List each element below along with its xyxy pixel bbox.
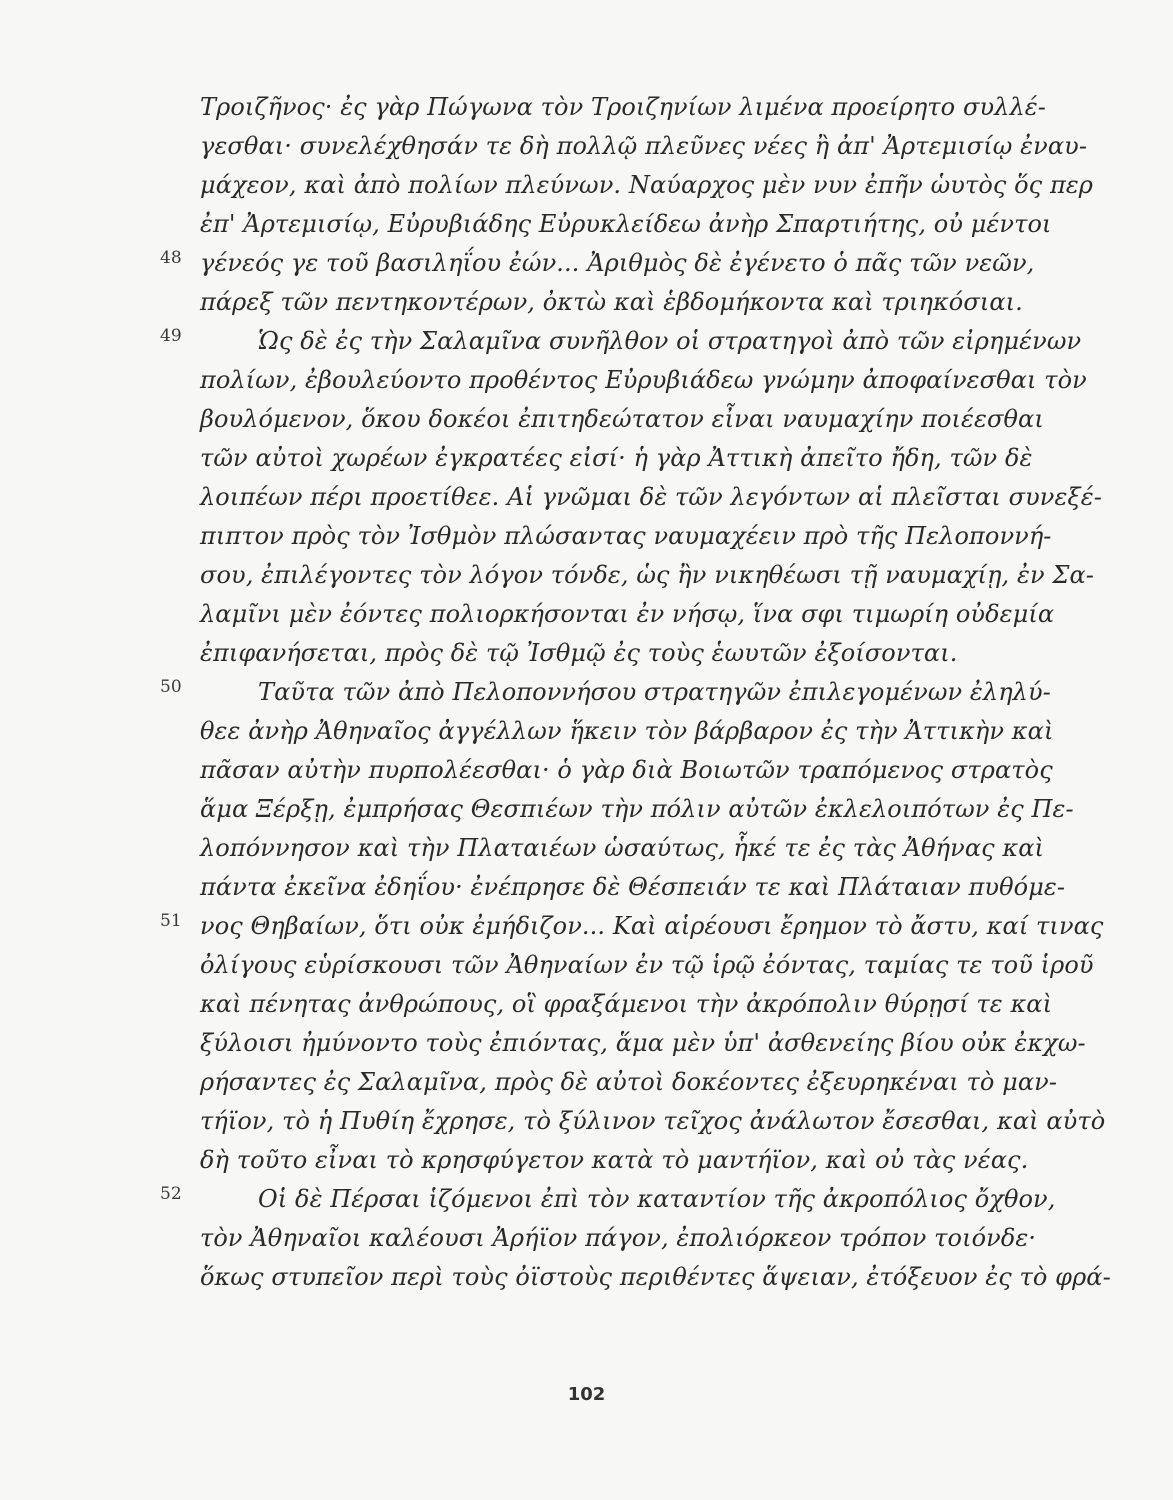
- text-line: Οἱ δὲ Πέρσαι ἱζόμενοι ἐπὶ τὸν καταντίον τῆς ἀκροπόλιος ὄχθον,: [258, 1185, 1056, 1213]
- text-line: πολίων, ἐβουλεύοντο προθέντος Εὐρυβιάδεω γνώμην ἀποφαίνεσθαι τὸν: [200, 366, 1087, 394]
- text-line: τήϊον, τὸ ἡ Πυθίη ἔχρησε, τὸ ξύλινον τεῖχος ἀνάλωτον ἔσεσθαι, καὶ αὐτὸ: [200, 1107, 1106, 1135]
- text-line: τῶν αὐτοὶ χωρέων ἐγκρατέες εἰσί· ἡ γὰρ Ἀττικὴ ἀπεῖτο ἤδη, τῶν δὲ: [200, 444, 1033, 472]
- text-line: λαμῖνι μὲν ἐόντες πολιορκήσονται ἐν νήσῳ, ἵνα σφι τιμωρίη οὐδεμία: [200, 600, 1055, 628]
- text-line: ὅκως στυπεῖον περὶ τοὺς ὀϊστοὺς περιθέντες ἅψειαν, ἐτόξευον ἐς τὸ φρά-: [200, 1263, 1111, 1291]
- text-line: δὴ τοῦτο εἶναι τὸ κρησφύγετον κατὰ τὸ μαντήϊον, καὶ οὐ τὰς νέας.: [200, 1146, 1029, 1174]
- section-number: 48: [160, 248, 182, 268]
- page-number: 102: [567, 1384, 606, 1405]
- text-line: γεσθαι· συνελέχθησάν τε δὴ πολλῷ πλεῦνες νέες ἢ ἀπ' Ἀρτεμισίῳ ἐναυ-: [200, 132, 1088, 160]
- text-line: λοπόννησον καὶ τὴν Πλαταιέων ὡσαύτως, ἧκέ τε ἐς τὰς Ἀθήνας καὶ: [200, 834, 1045, 862]
- text-line: νος Θηβαίων, ὅτι οὐκ ἐμήδιζον... Καὶ αἱρέουσι ἔρημον τὸ ἄστυ, καί τινας: [200, 912, 1104, 940]
- section-number: 50: [160, 677, 182, 697]
- text-line: πάντα ἐκεῖνα ἐδηΐου· ἐνέπρησε δὲ Θέσπειάν τε καὶ Πλάταιαν πυθόμε-: [200, 873, 1066, 901]
- text-line: ἐπιφανήσεται, πρὸς δὲ τῷ Ἰσθμῷ ἐς τοὺς ἑωυτῶν ἐξοίσονται.: [200, 639, 958, 667]
- text-line: τὸν Ἀθηναῖοι καλέουσι Ἀρήϊον πάγον, ἐπολιόρκεον τρόπον τοιόνδε·: [200, 1224, 1037, 1252]
- text-line: σου, ἐπιλέγοντες τὸν λόγον τόνδε, ὡς ἢν νικηθέωσι τῇ ναυμαχίῃ, ἐν Σα-: [200, 561, 1094, 589]
- text-line: θεε ἀνὴρ Ἀθηναῖος ἀγγέλλων ἥκειν τὸν βάρβαρον ἐς τὴν Ἀττικὴν καὶ: [200, 717, 1054, 745]
- section-number: 49: [160, 326, 182, 346]
- text-line: πιπτον πρὸς τὸν Ἰσθμὸν πλώσαντας ναυμαχέειν πρὸ τῆς Πελοποννή-: [200, 522, 1052, 550]
- text-line: Τροιζῆνος· ἐς γὰρ Πώγωνα τὸν Τροιζηνίων λιμένα προείρητο συλλέ-: [200, 93, 1046, 121]
- text-line: ρήσαντες ἐς Σαλαμῖνα, πρὸς δὲ αὐτοὶ δοκέοντες ἐξευρηκέναι τὸ μαν-: [200, 1068, 1058, 1096]
- text-line: Ταῦτα τῶν ἀπὸ Πελοποννήσου στρατηγῶν ἐπιλεγομένων ἐληλύ-: [258, 678, 1051, 706]
- text-line: μάχεον, καὶ ἀπὸ πολίων πλεύνων. Ναύαρχος μὲν νυν ἐπῆν ὡυτὸς ὅς περ: [200, 171, 1094, 199]
- text-line: καὶ πένητας ἀνθρώπους, οἳ φραξάμενοι τὴν ἀκρόπολιν θύρῃσί τε καὶ: [200, 990, 1053, 1018]
- section-number: 52: [160, 1184, 182, 1204]
- text-line: βουλόμενον, ὅκου δοκέοι ἐπιτηδεώτατον εἶναι ναυμαχίην ποιέεσθαι: [200, 405, 1044, 433]
- text-line: πάρεξ τῶν πεντηκοντέρων, ὀκτὼ καὶ ἑβδομήκοντα καὶ τριηκόσιαι.: [200, 288, 1023, 316]
- text-line: γένεός γε τοῦ βασιληΐου ἐών... Ἀριθμὸς δὲ ἐγένετο ὁ πᾶς τῶν νεῶν,: [200, 249, 1035, 277]
- text-line: πᾶσαν αὐτὴν πυρπολέεσθαι· ὁ γὰρ διὰ Βοιωτῶν τραπόμενος στρατὸς: [200, 756, 1053, 784]
- text-line: ἅμα Ξέρξῃ, ἐμπρήσας Θεσπιέων τὴν πόλιν αὐτῶν ἐκλελοιπότων ἐς Πε-: [200, 795, 1074, 823]
- text-block: [200, 88, 1111, 1297]
- text-line: ξύλοισι ἠμύνοντο τοὺς ἐπιόντας, ἅμα μὲν ὑπ' ἀσθενείης βίου οὐκ ἐκχω-: [200, 1029, 1086, 1057]
- text-line: λοιπέων πέρι προετίθεε. Αἱ γνῶμαι δὲ τῶν λεγόντων αἱ πλεῖσται συνεξέ-: [200, 483, 1102, 511]
- text-line: ὀλίγους εὑρίσκουσι τῶν Ἀθηναίων ἐν τῷ ἱρῷ ἐόντας, ταμίας τε τοῦ ἱροῦ: [200, 951, 1094, 979]
- text-line: Ὡς δὲ ἐς τὴν Σαλαμῖνα συνῆλθον οἱ στρατηγοὶ ἀπὸ τῶν εἰρημένων: [258, 327, 1082, 355]
- text-line: ἐπ' Ἀρτεμισίῳ, Εὐρυβιάδης Εὐρυκλείδεω ἀνὴρ Σπαρτιήτης, οὐ μέντοι: [200, 210, 1052, 238]
- section-number: 51: [160, 911, 182, 931]
